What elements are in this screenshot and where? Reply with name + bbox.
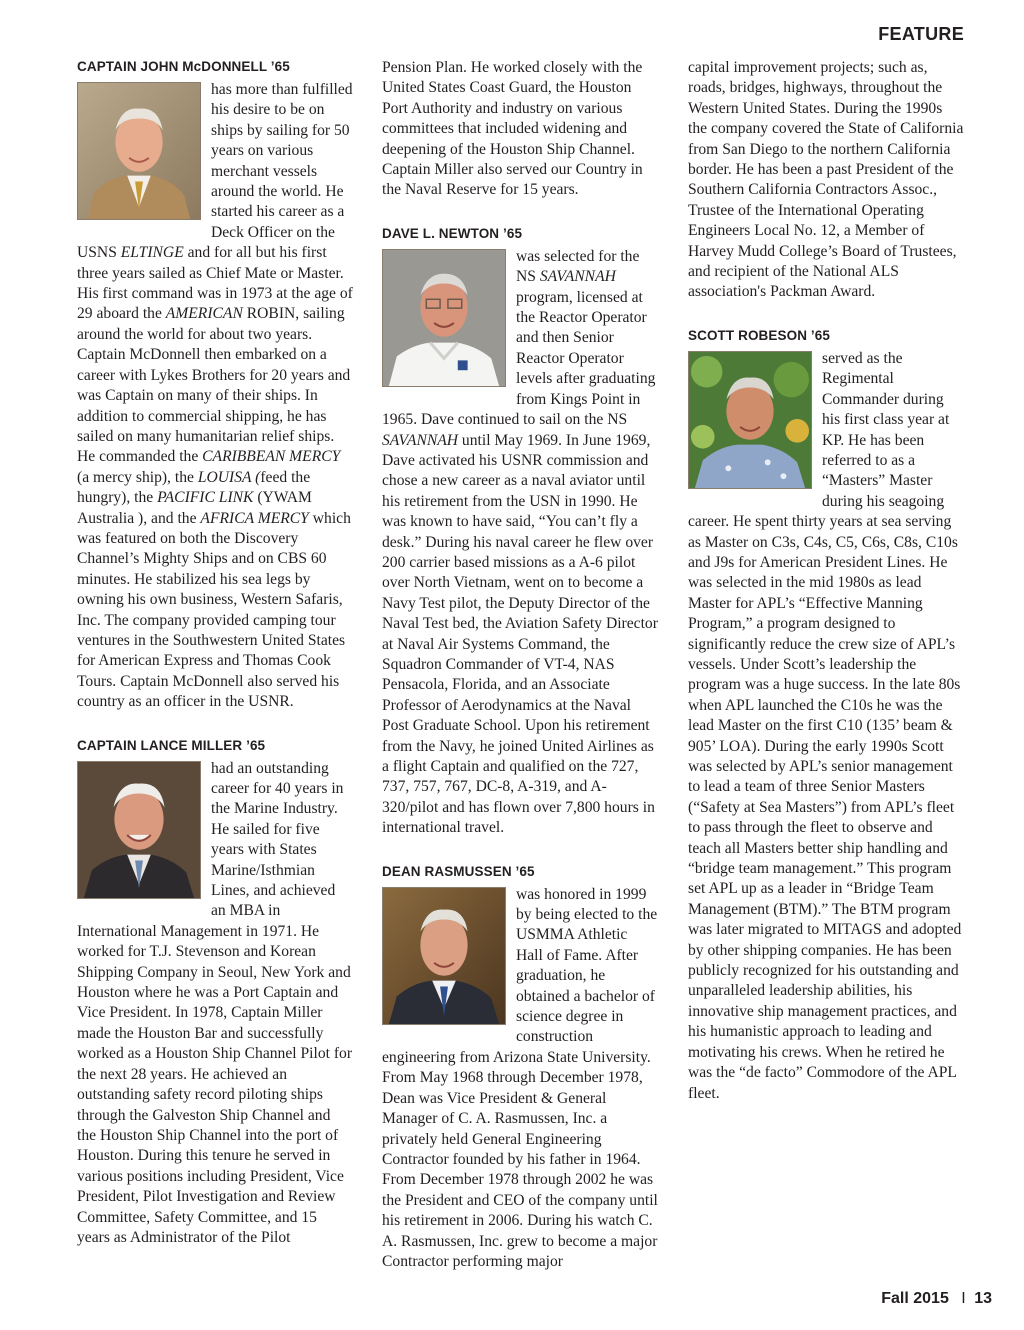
- footer-separator: I: [961, 1290, 966, 1307]
- miller-bio-continued: Pension Plan. He worked closely with the United States Coast Guard, the Houston Port Authority and industry on various committees that included widening and deepening of the Houston Ship Channel. Captain Miller also served our Country in the Naval Reserve for 15 years.: [382, 59, 643, 199]
- heading-mcdonnell: CAPTAIN JOHN McDONNELL ’65: [77, 59, 290, 74]
- robeson-bio: served as the Regimental Commander during his first class year at KP. He has been referred to as a “Masters” Master during his seagoing career. He spent thirty years at sea serving as Master on C3s, C4s, C5, C6s, C8s, C10s and J9s for American President Lines. He was selected in the mid 1980s as lead Master for APL’s “Effective Manning Program,” a program designed to significantly reduce the crew size of APL’s vessels. Under Scott’s leadership the program was a huge success. In the late 80s when APL launched the C10s he was the lead Master on the first C10 (135’ beam & 905’ LOA). During the early 1990s Scott was selected by APL’s senior management to lead a team of three Senior Masters (“Safety at Sea Masters”) from APL’s fleet to pass through the fleet to observe and teach all Masters better ship handling and “bridge team management.” This program set APL up as a leader in “Bridge Team Management (BTM).” The BTM program was later migrated to MITAGS and adopted by other shipping companies. He has been publicly recognized for his outstanding and unparalleled leadership abilities, his innovative ship management practices, and his humanistic approach to leading and motivating his crews. When he retired he was the “de facto” Commodore of the APL fleet.: [688, 349, 962, 1102]
- newton-bio: was selected for the NS SAVANNAH program, licensed at the Reactor Operator and then Senior Reactor Operator levels after graduating from Kings Point in 1965. Dave continued to sail on the NS SAVANNAH until May 1969. In June 1969, Dave activated his USNR commission and chose a new career as a naval aviator until his retirement from the USN in 1990. He was known to have said, “You can’t fly a desk.” During his naval career he flew over 200 carrier based missions as a A-6 pilot over North Vietnam, went on to become a Navy Test pilot, the Deputy Director of the Naval Test bed, the Aviation Safety Director at Naval Air Systems Command, the Squadron Commander of VT-4, NAS Pensacola, Florida, and an Associate Professor of Aerodynamics at the Naval Post Graduate School. Upon his retirement from the Navy, he joined United Airlines as a flight Captain and qualified on the 727, 737, 757, 767, DC-8, A-319, and A-320/pilot and has flown over 7,800 hours in international travel.: [382, 247, 658, 837]
- column-2: [382, 58, 658, 1272]
- column-1: [77, 58, 353, 1248]
- column-3: [688, 58, 964, 1104]
- rasmussen-bio: was honored in 1999 by being elected to the USMMA Athletic Hall of Fame. After graduation, he obtained a bachelor of science degree in construction engineering from Arizona State University. From May 1968 through December 1978, Dean was Vice President & General Manager of C. A. Rasmussen, Inc. a privately held General Engineering Contractor founded by his father in 1964. From December 1978 through 2002 he was the President and CEO of the company until his retirement in 2006. During his watch C. A. Rasmussen, Inc. grew to become a major Contractor performing major: [382, 885, 658, 1270]
- miller-bio: had an outstanding career for 40 years in the Marine Industry. He sailed for five years with States Marine/Isthmian Lines, and achieved an MBA in International Management in 1971. He worked for T.J. Stevenson and Korean Shipping Company in Seoul, New York and Houston where he was a Port Captain and Vice President. In 1978, Captain Miller made the Houston Bar and successfully worked as a Houston Ship Channel Pilot for the next 28 years. He achieved an outstanding safety record piloting ships through the Galveston Ship Channel and the Houston Ship Channel into the port of Houston. During this tenure he served in various positions including President, Vice President, Pilot Investigation and Review Committee, Safety Committee, and 15 years as Administrator of the Pilot: [77, 759, 353, 1246]
- mcdonnell-photo: [77, 82, 201, 220]
- section-label: FEATURE: [878, 24, 964, 44]
- robeson-photo: [688, 351, 812, 489]
- newton-photo: [382, 249, 506, 387]
- miller-photo: [77, 761, 201, 899]
- issue-label: Fall 2015: [881, 1290, 949, 1307]
- heading-miller: CAPTAIN LANCE MILLER ’65: [77, 737, 266, 753]
- heading-newton: DAVE L. NEWTON ’65: [382, 225, 523, 241]
- page-number: 13: [974, 1290, 992, 1307]
- heading-rasmussen: DEAN RASMUSSEN ’65: [382, 863, 535, 879]
- rasmussen-photo: [382, 887, 506, 1025]
- heading-robeson: SCOTT ROBESON ’65: [688, 327, 830, 343]
- page-footer: [881, 1290, 992, 1308]
- rasmussen-bio-continued: capital improvement projects; such as, roads, bridges, highways, throughout the Western United States. During the 1990s the company covered the State of California from San Diego to the northern California border. He has been a past President of the Southern California Contractors Assoc., Trustee of the International Operating Engineers Local No. 12, a Member of Harvey Mudd College’s Board of Trustees, and recipient of the National ALS association's Packman Award.: [688, 59, 964, 301]
- mcdonnell-bio: has more than fulfilled his desire to be on ships by sailing for 50 years on various merchant vessels around the world. He started his career as a Deck Officer on the USNS ELTINGE and for all but his first three years sailed as Chief Mate or Master. His first command was in 1973 at the age of 29 aboard the AMERICAN ROBIN, sailing around the world for about two years. Captain McDonnell then embarked on a career with Lykes Brothers for 20 years and was Captain on many of their ships. In addition to commercial shipping, he has sailed on many humanitarian relief ships. He commanded the CARIBBEAN MERCY (a mercy ship), the LOUISA (feed the hungry), the PACIFIC LINK (YWAM Australia ), and the AFRICA MERCY which was featured on both the Discovery Channel’s Mighty Ships and on CBS 60 minutes. He stabilized his sea legs by owning his own business, Western Safaris, Inc. The company provided camping tour ventures in the Southwestern United States for American Express and Thomas Cook Tours. Captain McDonnell also served his country as an officer in the USNR.: [77, 81, 353, 711]
